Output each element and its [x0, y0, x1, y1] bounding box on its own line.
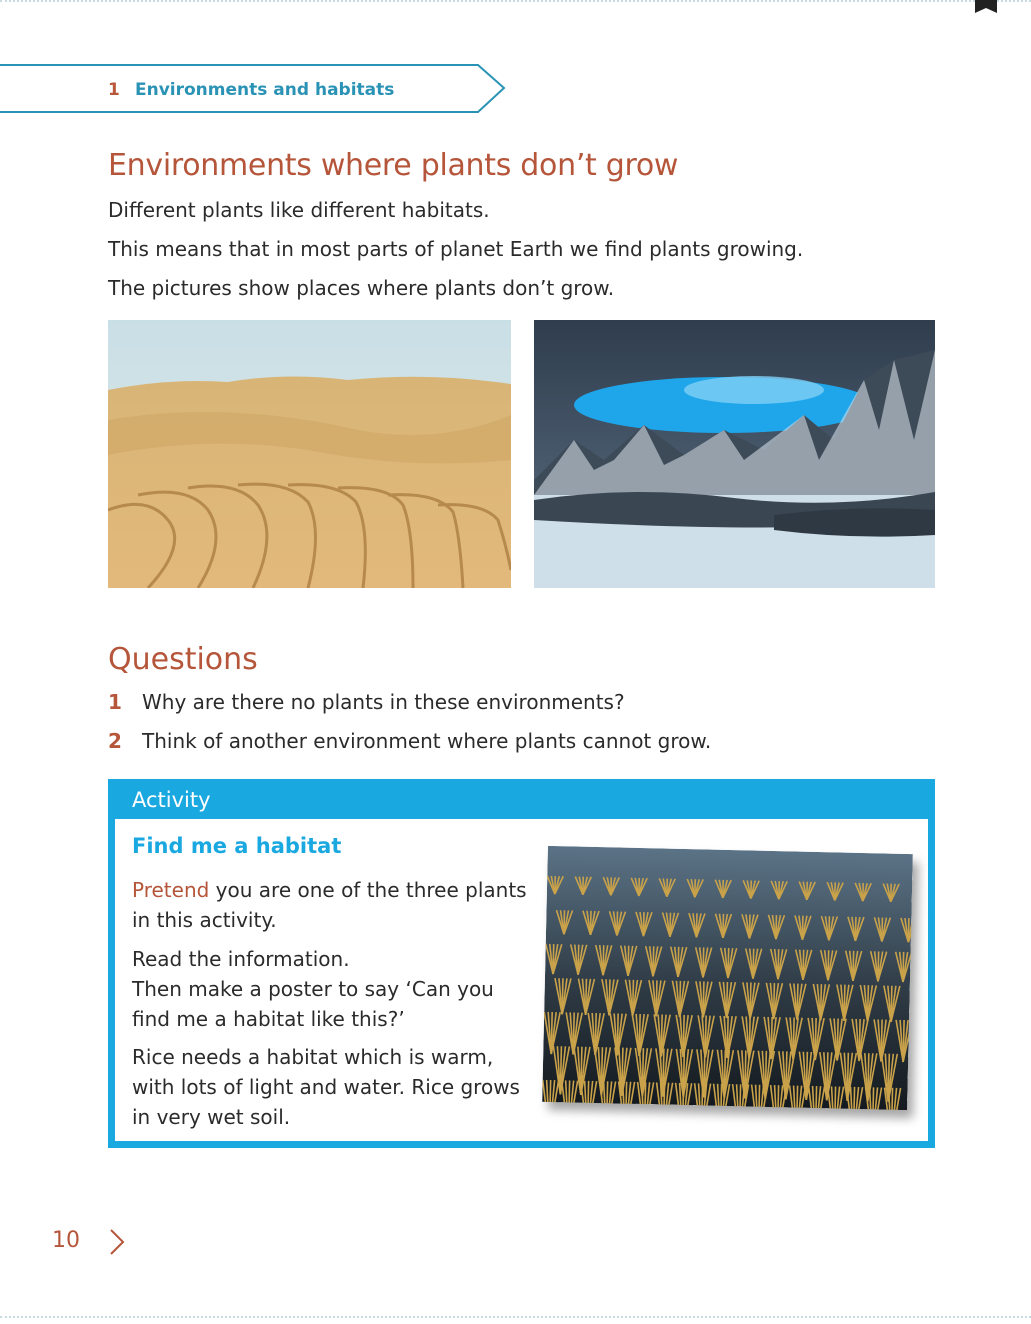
question-number: 2: [108, 729, 122, 753]
activity-instruction: [132, 875, 532, 935]
bookmark-icon[interactable]: [975, 0, 997, 8]
section-title: Environments where plants don’t grow: [108, 148, 679, 183]
polar-photo: [534, 320, 935, 588]
poster-instruction: Then make a poster to say ‘Can you find me a habitat like this?’: [132, 977, 494, 1031]
read-information: Read the information.: [132, 947, 350, 971]
rice-photo: [542, 846, 913, 1110]
top-divider: [0, 0, 1031, 2]
pretend-text: you are one of the three plants in this activity.: [132, 878, 527, 932]
intro-paragraph-1: Different plants like different habitats.: [108, 198, 490, 222]
question-text: Why are there no plants in these environments?: [142, 690, 625, 714]
desert-photo: [108, 320, 511, 588]
chapter-number: 1: [108, 80, 120, 100]
intro-paragraph-2: This means that in most parts of planet Earth we find plants growing.: [108, 237, 804, 261]
activity-label: Activity: [132, 788, 211, 812]
page-number: 10: [52, 1228, 80, 1253]
intro-paragraph-3: The pictures show places where plants don’t grow.: [108, 276, 615, 300]
chapter-title: Environments and habitats: [135, 80, 395, 100]
activity-title: Find me a habitat: [132, 834, 342, 858]
next-page-chevron-icon[interactable]: [108, 1228, 126, 1256]
question-number: 1: [108, 690, 122, 714]
questions-title: Questions: [108, 642, 258, 677]
rice-description: Rice needs a habitat which is warm, with lots of light and water. Rice grows in very wet soil.: [132, 1045, 520, 1129]
bottom-divider: [0, 1316, 1031, 1318]
question-text: Think of another environment where plants cannot grow.: [142, 729, 712, 753]
pretend-word: Pretend: [132, 878, 210, 902]
